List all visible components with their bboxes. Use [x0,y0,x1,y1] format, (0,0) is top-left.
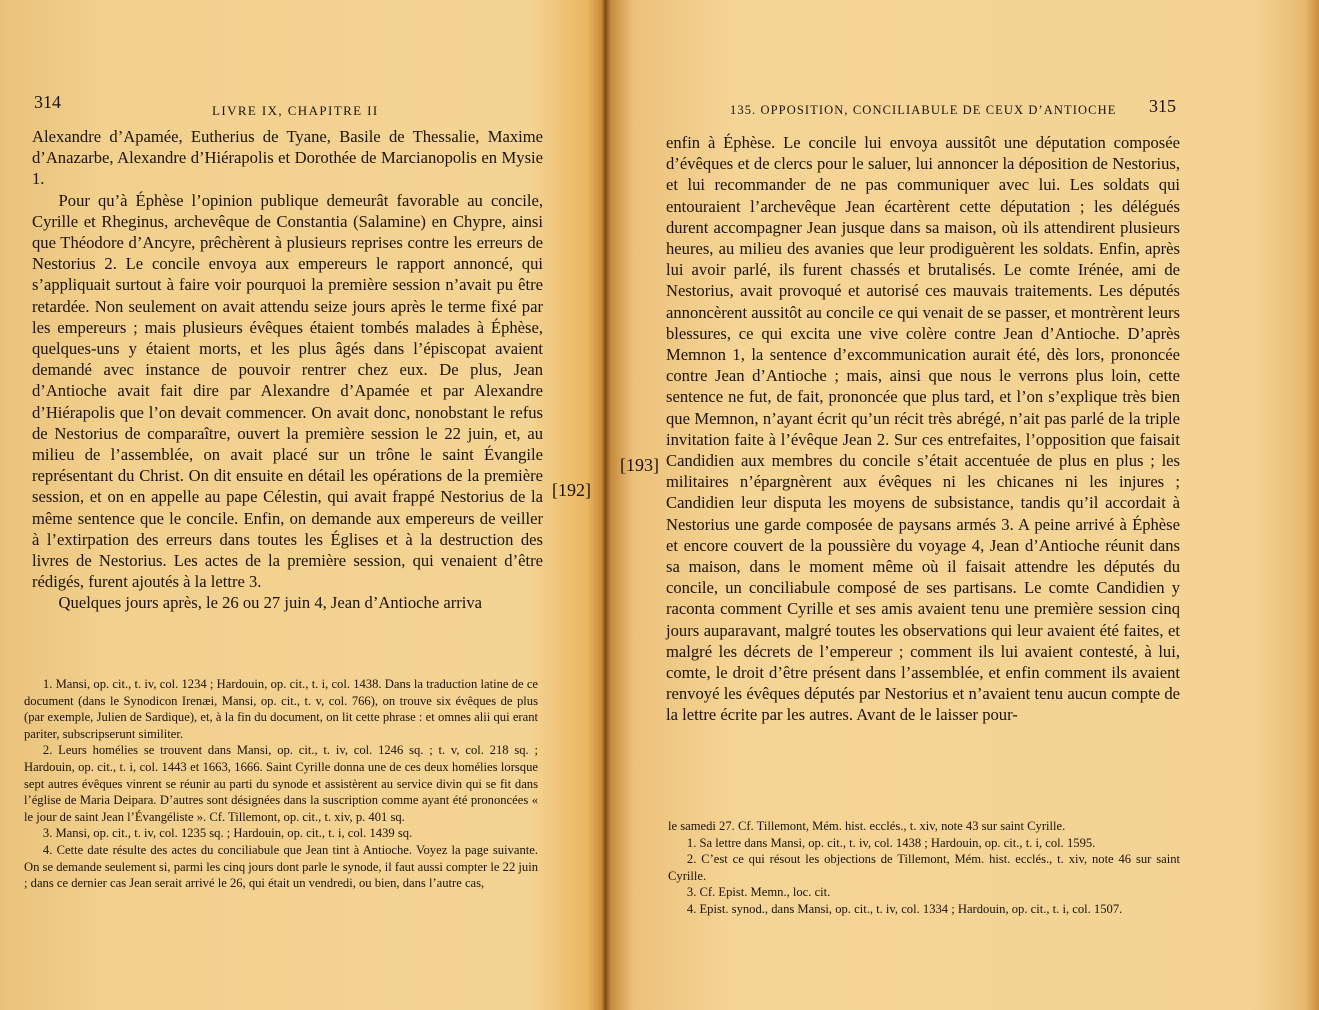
footnote: 2. C’est ce qui résout les objections de Tillemont, Mém. hist. ecclés., t. xiv, note 46 sur saint Cyrille. [668,852,1180,883]
paragraph: Alexandre d’Apamée, Eutherius de Tyane, Basile de Thessalie, Maxime d’Anazarbe, Alexandre d’Hiérapolis et Dorothée de Marcianopolis en Mysie 1. [32,127,543,189]
page-number: 314 [34,92,61,112]
right-page [606,0,1319,1010]
left-page [0,0,600,1010]
paragraph: Quelques jours après, le 26 ou 27 juin 4, Jean d’Antioche arriva [58,593,483,613]
main-text [666,132,1180,726]
page-marker: [192] [552,480,591,500]
paragraph: Pour qu’à Éphèse l’opinion publique demeurât favorable au concile, Cyrille et Rheginus, archevêque de Constantia (Salamine) en Chypre, ainsi que Théodore d’Ancyre, prêchèrent à plusieurs reprises contre les erreurs de Nestorius 2. Le concile envoya aux empereurs le rapport annoncé, qui s’appliquait surtout à faire voir pourquoi la première session n’avait pu être retardée. Non seulement on avait attendu seize jours après le terme fixé par les empereurs ; mais plusieurs évêques étaient tombés malades à Éphèse, quelques-uns y étaient morts, et les plus âgés dans l’épiscopat avaient demandé avec instance de pouvoir rentrer chez eux. De plus, Jean d’Antioche avait fait dire par Alexandre d’Apamée et par Alexandre d’Hiérapolis que l’on devait commencer. On avait donc, nonobstant le refus de Nestorius de comparaître, ouvert la première session le 22 juin, et, au milieu de l’assemblée, on avait placé sur un trône le saint Évangile représentant du Christ. On dit ensuite en détail les opérations de la première session, et on en appelle au pape Célestin, qui avait frappé Nestorius de la même sentence que le concile. Enfin, on demande aux empereurs de veiller à l’extirpation des erreurs dans toutes les Églises et à la destruction des livres de Nestorius. Les actes de la première session, qui venaient d’être rédigés, furent ajoutés à la lettre 3. [32,190,543,592]
running-header: 135. OPPOSITION, CONCILIABULE DE CEUX D’ANTIOCHE [730,103,1117,117]
footnote: 3. Mansi, op. cit., t. iv, col. 1235 sq. ; Hardouin, op. cit., t. i, col. 1439 sq. [42,826,413,841]
footnote: le samedi 27. Cf. Tillemont, Mém. hist. ecclés., t. xiv, note 43 sur saint Cyrille. [668,819,1066,833]
footnote: 1. Mansi, op. cit., t. iv, col. 1234 ; Hardouin, op. cit., t. i, col. 1438. Dans la traduction latine de ce document (dans le Synodicon Irenæi, Mansi, op. cit., t. v, col. 766), on trouve six évêques de plus (par exemple, Julien de Sardique), et, à la fin du document, on lit cette phrase : et omnes alii qui erant pariter, subscripserunt similiter. [24,677,538,741]
footnotes [668,818,1180,918]
page-number: 315 [1149,96,1176,116]
footnote: 2. Leurs homélies se trouvent dans Mansi, op. cit., t. iv, col. 1246 sq. ; t. v, col. 218 sq. ; Hardouin, op. cit., t. i, col. 1443 et 1663, 1666. Saint Cyrille donna une de ces deux homélies lorsque sept autres évêques vinrent se réunir au parti du synode et assistèrent au service divin qui se fit dans l’église de Maria Deipara. D’autres sont désignées dans la suscription comme ayant été prononcées « le jour de saint Jean l’Évangéliste ». Cf. Tillemont, op. cit., t. xiv, p. 401 sq. [24,743,538,824]
footnotes [24,676,538,892]
page-marker: [193] [620,455,659,475]
paragraph: enfin à Éphèse. Le concile lui envoya aussitôt une députation composée d’évêques et de clercs pour le saluer, lui annoncer la déposition de Nestorius, et lui recommander de ne pas communiquer avec lui. Les soldats qui entouraient l’archevêque Jean écartèrent cette députation ; les délégués durent accompagner Jean jusque dans sa maison, où ils attendirent plusieurs heures, au milieu des avanies que leur prodiguèrent les soldats. Enfin, après lui avoir parlé, ils furent chassés et brutalisés. Le comte Irénée, ami de Nestorius, avait provoqué et autorisé ces mauvais traitements. Les députés annoncèrent aussitôt au concile ce qui venait de se passer, et montrèrent leurs blessures, ce qui excita une vive colère contre Jean d’Antioche. D’après Memnon 1, la sentence d’excommunication aurait été, dès lors, prononcée contre Jean d’Antioche ; mais, ainsi que nous le verrons plus loin, cette sentence ne fut, de fait, prononcée que plus tard, et l’on s’explique très bien que Memnon, n’ayant écrit qu’un récit très abrégé, n’ait pas parlé de la triple invitation faite à l’évêque Jean 2. Sur ces entrefaites, l’opposition que faisait Candidien aux membres du concile s’était accentuée de plus en plus ; les militaires n’épargnèrent aux évêques ni les chicanes ni les injures ; Candidien leur disputa les moyens de subsistance, tandis qu’il accordait à Nestorius une garde composée de paysans armés 3. A peine arrivé à Éphèse et encore couvert de la poussière du voyage 4, Jean d’Antioche réunit dans sa maison, dans le moment même où il faisait attendre les députés du concile, un conciliabule composé de ses partisans. Le comte Candidien y raconta comment Cyrille et ses amis avaient tenu une première session cinq jours auparavant, malgré toutes les observations qui leur avaient été faites, et malgré les décrets de l’empereur ; comment ils lui avaient contesté, à lui, comte, le droit d’être présent dans l’assemblée, et enfin comment ils avaient renvoyé les évêques députés par Nestorius et n’avaient tenu aucun compte de la lettre écrite par les autres. Avant de le laisser pour- [666,133,1180,725]
footnote: 3. Cf. Epist. Memn., loc. cit. [686,885,831,900]
running-header: LIVRE IX, CHAPITRE II [212,103,379,118]
footnote: 1. Sa lettre dans Mansi, op. cit., t. iv, col. 1438 ; Hardouin, op. cit., t. i, col. 1595. [686,835,1096,850]
page-edge [1305,0,1319,1010]
footnote: 4. Cette date résulte des actes du conciliabule que Jean tint à Antioche. Voyez la page suivante. On se demande seulement si, parmi les cinq jours dont parle le synode, il faut aussi compter le 22 juin ; dans ce dernier cas Jean serait arrivé le 26, qui était un vendredi, ou bien, dans l’autre cas, [24,842,538,891]
footnote: 4. Epist. synod., dans Mansi, op. cit., t. iv, col. 1334 ; Hardouin, op. cit., t. i, col. 1507. [686,901,1123,916]
main-text [32,126,543,614]
